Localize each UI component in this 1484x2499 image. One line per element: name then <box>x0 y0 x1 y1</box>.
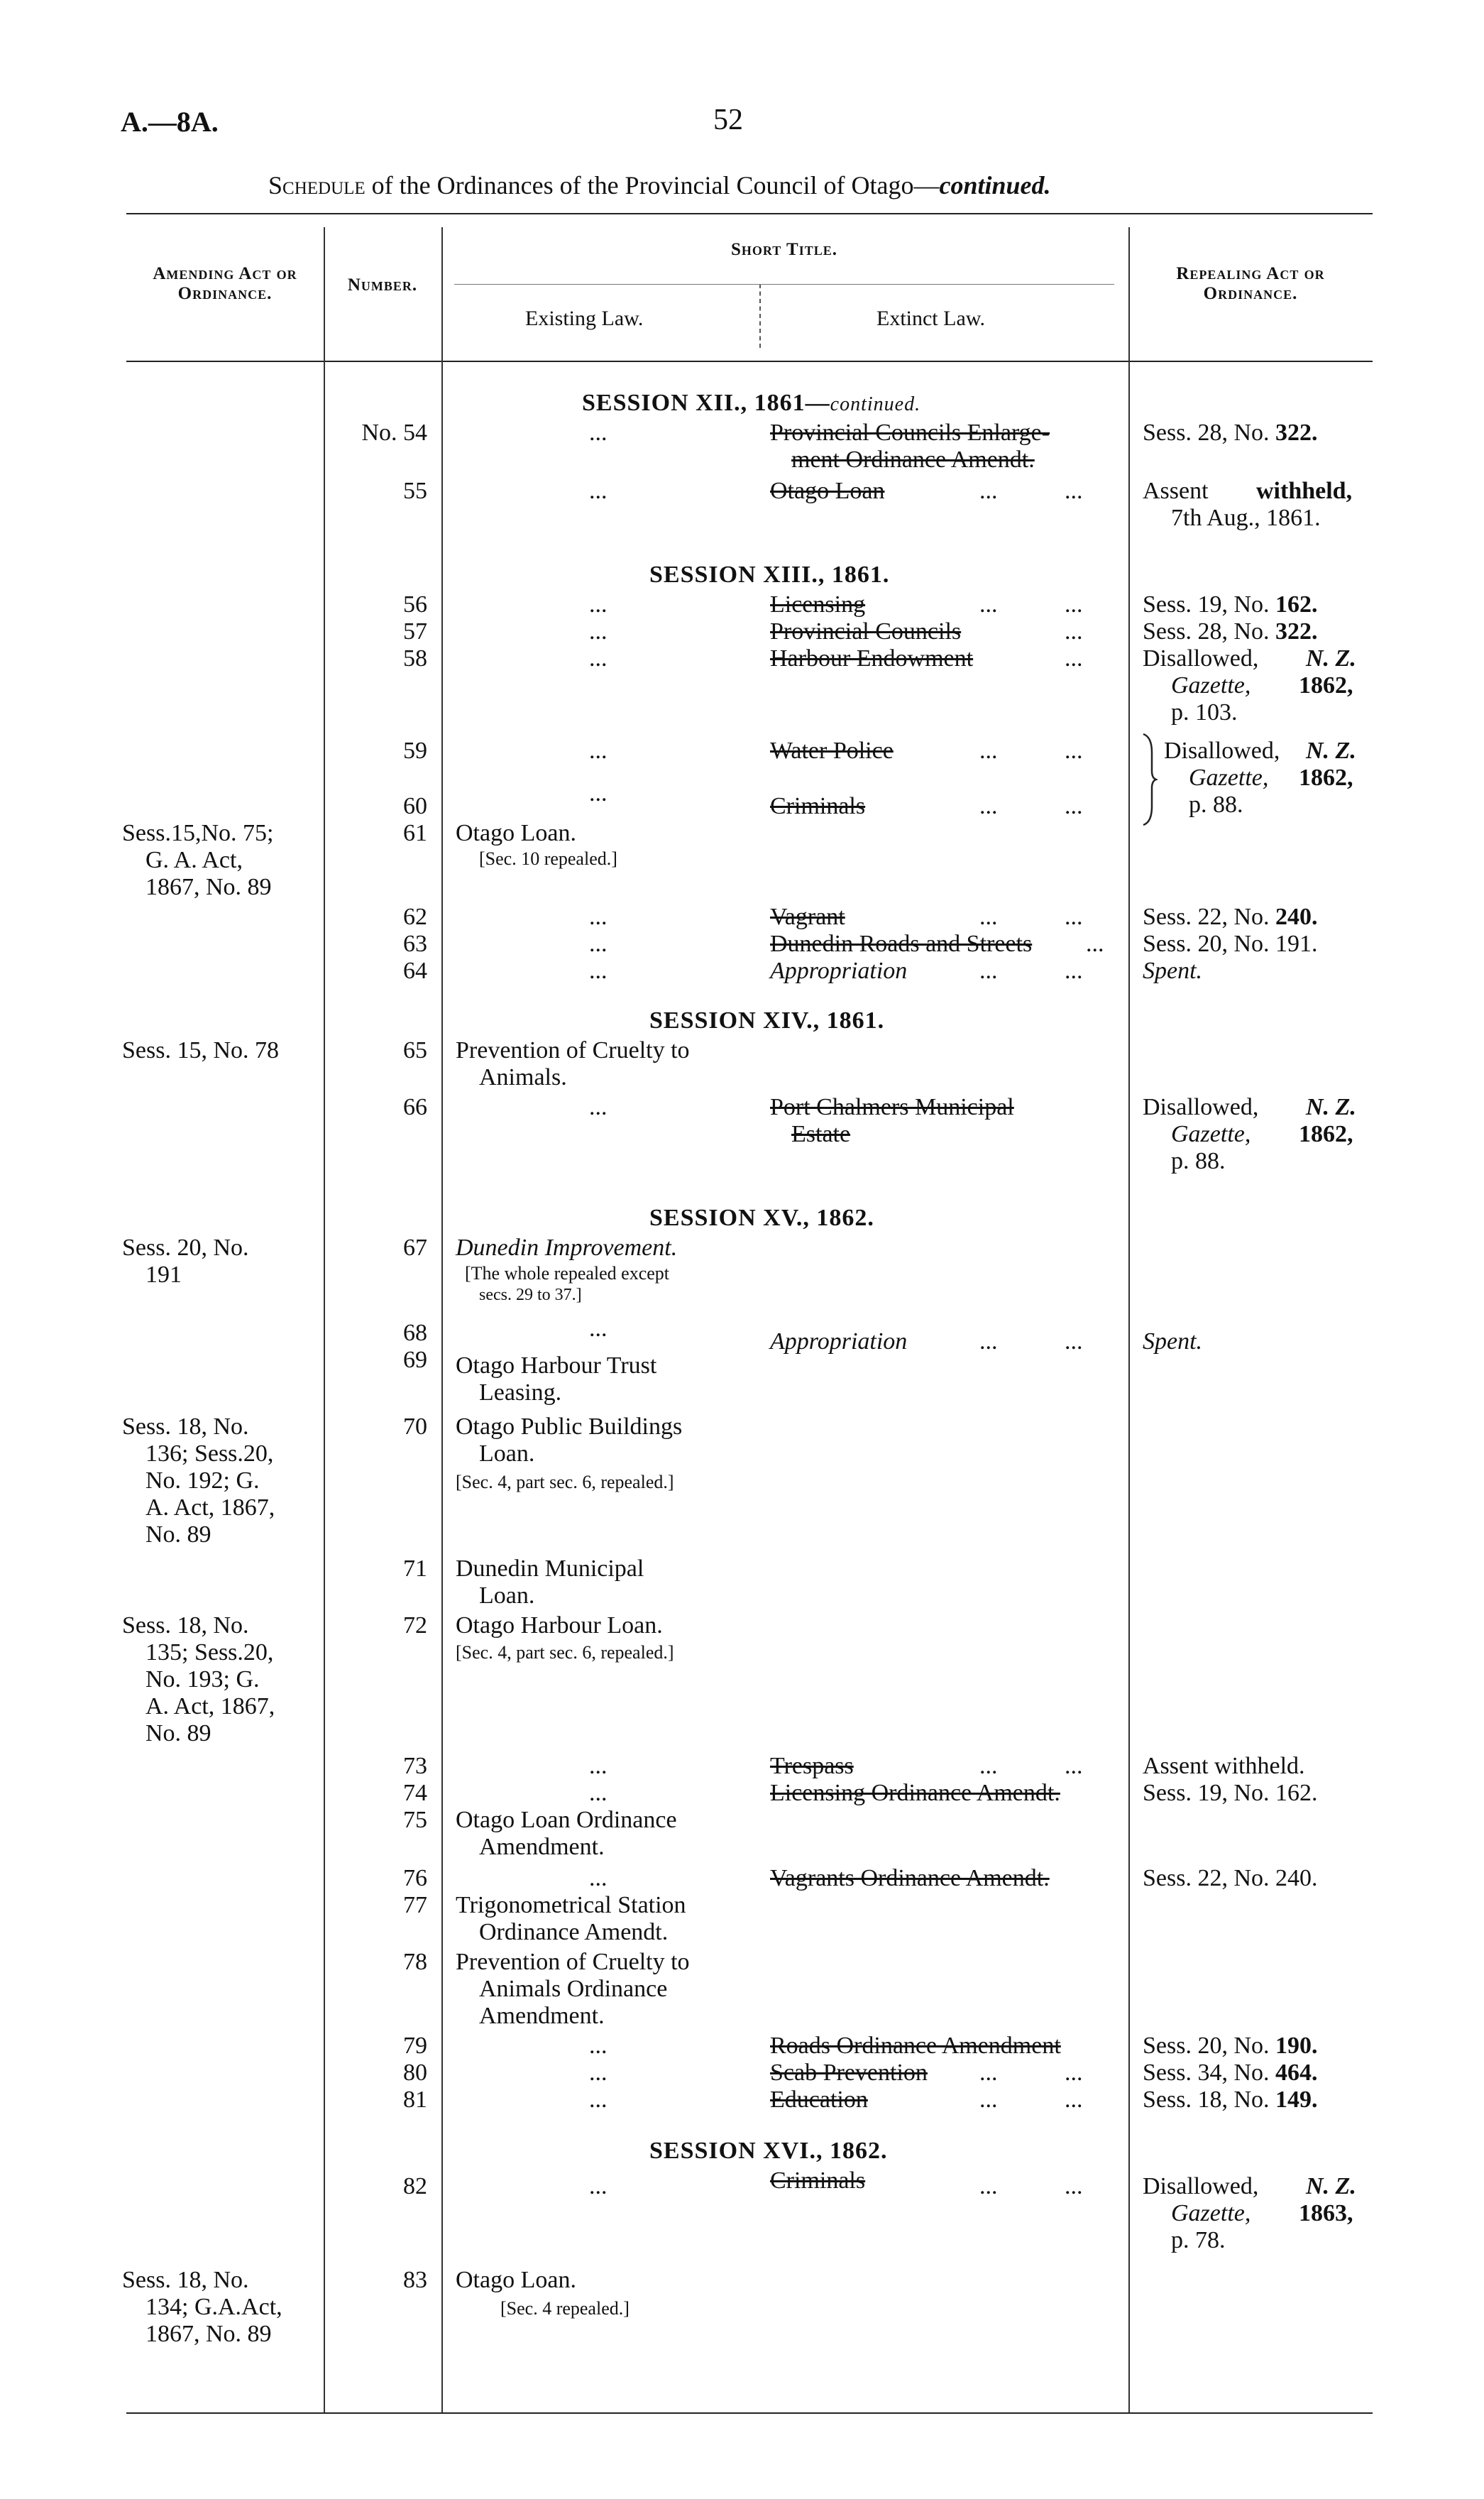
existing-law: Otago Harbour Loan. <box>456 1612 663 1639</box>
extinct-law: Trespass <box>770 1753 854 1779</box>
amending-act: A. Act, 1867, <box>145 1693 275 1719</box>
leader-dots: ... <box>979 2060 998 2086</box>
extinct-law: Harbour Endowment <box>770 645 974 672</box>
extinct-law: Licensing Ordinance Amendt. <box>770 1780 1060 1806</box>
repealing-act: Sess. 28, No. 322. <box>1143 618 1318 645</box>
leader-dots: ... <box>1086 931 1104 957</box>
repealing-act: Gazette, <box>1171 2200 1251 2226</box>
existing-law: Animals Ordinance <box>479 1976 668 2002</box>
leader-dots: ... <box>1065 2173 1083 2199</box>
table-top-rule <box>126 213 1373 214</box>
existing-law: ... <box>589 1094 608 1120</box>
amending-act: No. 192; G. <box>145 1467 260 1494</box>
ordinance-number: 68 <box>403 1320 427 1346</box>
existing-law: ... <box>589 2173 608 2199</box>
existing-law-note: [Sec. 4, part sec. 6, repealed.] <box>456 1642 674 1663</box>
existing-law: Otago Loan. <box>456 820 576 846</box>
repealing-act: Sess. 22, No. 240. <box>1143 1865 1318 1891</box>
document-reference: A.—8A. <box>121 106 219 138</box>
ordinance-number: 64 <box>403 958 427 984</box>
ordinance-number: 79 <box>403 2033 427 2059</box>
existing-law: Otago Public Buildings <box>456 1413 683 1440</box>
existing-law: ... <box>589 478 608 504</box>
table-header-rule <box>126 361 1373 362</box>
column-header-amending: Amending Act or Ordinance. <box>153 264 297 303</box>
amending-act: No. 89 <box>145 1521 211 1548</box>
existing-law: ... <box>589 958 608 984</box>
repealing-act: N. Z. <box>1306 2173 1356 2199</box>
repealing-act: Gazette, <box>1189 765 1269 791</box>
repealing-act: 1862, <box>1299 1121 1353 1147</box>
repealing-act: N. Z. <box>1306 738 1356 764</box>
existing-law: ... <box>589 1865 608 1891</box>
leader-dots: ... <box>979 738 998 764</box>
repealing-act: p. 88. <box>1189 792 1243 818</box>
existing-law: ... <box>589 2060 608 2086</box>
repealing-act: Sess. 20, No. 190. <box>1143 2033 1318 2059</box>
session-heading-xv: SESSION XV., 1862. <box>649 1205 874 1231</box>
existing-law: ... <box>589 2033 608 2059</box>
column-divider-short-title <box>759 284 761 348</box>
ordinance-number: 57 <box>403 618 427 645</box>
leader-dots: ... <box>1065 2087 1083 2113</box>
amending-act: No. 193; G. <box>145 1666 260 1693</box>
leader-dots: ... <box>1065 478 1083 504</box>
existing-law: Otago Harbour Trust <box>456 1352 657 1379</box>
leader-dots: ... <box>979 2173 998 2199</box>
ordinance-number: 76 <box>403 1865 427 1891</box>
ordinance-number: 56 <box>403 591 427 618</box>
ordinance-number: 83 <box>403 2267 427 2293</box>
existing-law: ... <box>589 1753 608 1779</box>
existing-law: Animals. <box>479 1064 567 1090</box>
repealing-act: Spent. <box>1143 958 1203 984</box>
amending-act: 1867, No. 89 <box>145 874 272 900</box>
existing-law: ... <box>589 904 608 930</box>
ordinance-number: 69 <box>403 1347 427 1373</box>
extinct-law: Port Chalmers Municipal <box>770 1094 1014 1120</box>
existing-law: Dunedin Improvement. <box>456 1235 678 1261</box>
existing-law: ... <box>589 2087 608 2113</box>
existing-law: ... <box>589 420 608 446</box>
column-header-repealing: Repealing Act or Ordinance. <box>1176 264 1325 303</box>
ordinance-number: 63 <box>403 931 427 957</box>
leader-dots: ... <box>1065 1753 1083 1779</box>
ordinance-number: 81 <box>403 2087 427 2113</box>
repealing-act: Assent withheld. <box>1143 1753 1305 1779</box>
leader-dots: ... <box>979 958 998 984</box>
existing-law: Amendment. <box>479 1834 605 1860</box>
existing-law: Amendment. <box>479 2003 605 2029</box>
repealing-act: Sess. 34, No. 464. <box>1143 2060 1318 2086</box>
ordinance-number: 61 <box>403 820 427 846</box>
extinct-law: Appropriation <box>770 1328 908 1355</box>
amending-act: 135; Sess.20, <box>145 1639 274 1666</box>
ordinance-number: 55 <box>403 478 427 504</box>
repealing-act: Sess. 19, No. 162. <box>1143 591 1318 618</box>
ordinance-number: 75 <box>403 1807 427 1833</box>
repealing-act: 1862, <box>1299 765 1353 791</box>
session-heading-xiii: SESSION XIII., 1861. <box>649 562 890 588</box>
column-header-extinct: Extinct Law. <box>876 307 986 330</box>
ordinance-number: 72 <box>403 1612 427 1639</box>
extinct-law: Appropriation <box>770 958 908 984</box>
short-title-subrule <box>454 284 1114 285</box>
repealing-act: 1863, <box>1299 2200 1353 2226</box>
leader-dots: ... <box>1065 2060 1083 2086</box>
existing-law: ... <box>589 931 608 957</box>
title-body: of the Ordinances of the Provincial Council of Otago— <box>365 171 940 199</box>
repealing-act: Disallowed, <box>1143 2173 1259 2199</box>
repealing-act: Sess. 18, No. 149. <box>1143 2087 1318 2113</box>
extinct-law: Water Police <box>770 738 894 764</box>
existing-law: Trigonometrical Station <box>456 1892 686 1918</box>
page-number: 52 <box>713 104 743 136</box>
title-continued: continued. <box>939 171 1051 199</box>
session-xii-continued: continued. <box>830 393 921 415</box>
ordinance-number: 77 <box>403 1892 427 1918</box>
repealing-act: Sess. 22, No. 240. <box>1143 904 1318 930</box>
repealing-act: Disallowed, <box>1143 1094 1259 1120</box>
column-divider-number <box>441 227 443 2412</box>
repealing-act: N. Z. <box>1306 645 1356 672</box>
existing-law: ... <box>589 780 608 806</box>
existing-law: ... <box>589 591 608 618</box>
repealing-act: Sess. 20, No. 191. <box>1143 931 1318 957</box>
repealing-act: p. 88. <box>1171 1148 1226 1174</box>
existing-law: ... <box>589 1780 608 1806</box>
existing-law: Ordinance Amendt. <box>479 1919 669 1945</box>
ordinance-number: 74 <box>403 1780 427 1806</box>
existing-law: ... <box>589 645 608 672</box>
existing-law: Prevention of Cruelty to <box>456 1037 690 1063</box>
amending-act: 136; Sess.20, <box>145 1440 274 1467</box>
extinct-law: Estate <box>791 1121 851 1147</box>
ordinance-number: 66 <box>403 1094 427 1120</box>
existing-law: ... <box>589 1316 608 1342</box>
ordinance-number: 78 <box>403 1949 427 1975</box>
column-header-number: Number. <box>347 275 418 295</box>
amending-act: Sess. 18, No. <box>122 1413 249 1440</box>
leader-dots: ... <box>1065 1328 1083 1355</box>
extinct-law: Roads Ordinance Amendment <box>770 2033 1061 2059</box>
existing-law-note: [Sec. 4, part sec. 6, repealed.] <box>456 1472 674 1492</box>
amending-act: G. A. Act, <box>145 847 243 873</box>
extinct-law: Dunedin Roads and Streets <box>770 931 1033 957</box>
schedule-title <box>268 170 1051 200</box>
extinct-law: Education <box>770 2087 868 2113</box>
session-heading-xiv: SESSION XIV., 1861. <box>649 1007 885 1034</box>
amending-act: 1867, No. 89 <box>145 2321 272 2347</box>
amending-act: Sess. 15, No. 78 <box>122 1037 280 1063</box>
repealing-act: withheld, <box>1256 478 1353 504</box>
ordinance-number: 73 <box>403 1753 427 1779</box>
ordinance-number: No. 54 <box>361 420 427 446</box>
amending-act: No. 89 <box>145 1720 211 1746</box>
amending-act: Sess. 18, No. <box>122 2267 249 2293</box>
extinct-law: Vagrants Ordinance Amendt. <box>770 1865 1050 1891</box>
repealing-act: 7th Aug., 1861. <box>1171 505 1321 531</box>
leader-dots: ... <box>979 793 998 819</box>
title-lead: Schedule <box>268 171 365 199</box>
ordinance-number: 62 <box>403 904 427 930</box>
existing-law: Dunedin Municipal <box>456 1555 644 1582</box>
leader-dots: ... <box>979 478 998 504</box>
existing-law: ... <box>589 738 608 764</box>
repealing-act: Gazette, <box>1171 672 1251 699</box>
column-header-short-title: Short Title. <box>730 240 838 259</box>
repealing-act: p. 78. <box>1171 2227 1226 2253</box>
repealing-act: 1862, <box>1299 672 1353 699</box>
ordinance-number: 82 <box>403 2173 427 2199</box>
extinct-law: Criminals <box>770 793 866 819</box>
session-xii-label: SESSION XII., 1861— <box>582 390 830 416</box>
repealing-act: Spent. <box>1143 1328 1203 1355</box>
existing-law-note: [Sec. 4 repealed.] <box>500 2298 630 2319</box>
existing-law-note: [Sec. 10 repealed.] <box>479 848 617 869</box>
repealing-act: Disallowed, <box>1164 738 1280 764</box>
repealing-act: Sess. 28, No. 322. <box>1143 420 1318 446</box>
extinct-law: Otago Loan <box>770 478 885 504</box>
extinct-law: ment Ordinance Amendt. <box>791 447 1035 473</box>
ordinance-number: 70 <box>403 1413 427 1440</box>
brace-icon <box>1139 731 1158 828</box>
existing-law-note: secs. 29 to 37.] <box>479 1286 582 1304</box>
repealing-act: Assent <box>1143 478 1209 504</box>
repealing-act: Sess. 19, No. 162. <box>1143 1780 1318 1806</box>
existing-law: ... <box>589 618 608 645</box>
repealing-act: p. 103. <box>1171 699 1238 726</box>
leader-dots: ... <box>1065 793 1083 819</box>
leader-dots: ... <box>979 904 998 930</box>
leader-dots: ... <box>979 2087 998 2113</box>
extinct-law: Scab Prevention <box>770 2060 928 2086</box>
leader-dots: ... <box>1065 958 1083 984</box>
existing-law: Otago Loan Ordinance <box>456 1807 677 1833</box>
leader-dots: ... <box>979 1753 998 1779</box>
leader-dots: ... <box>1065 645 1083 672</box>
existing-law: Prevention of Cruelty to <box>456 1949 690 1975</box>
extinct-law: Provincial Councils Enlarge- <box>770 420 1050 446</box>
existing-law: Loan. <box>479 1440 535 1467</box>
repealing-act: N. Z. <box>1306 1094 1356 1120</box>
leader-dots: ... <box>1065 618 1083 645</box>
ordinance-number: 59 <box>403 738 427 764</box>
session-heading-xii <box>582 389 920 419</box>
extinct-law: Vagrant <box>770 904 845 930</box>
amending-act: 191 <box>145 1262 182 1288</box>
ordinance-number: 58 <box>403 645 427 672</box>
amending-act: Sess.15,No. 75; <box>122 820 274 846</box>
leader-dots: ... <box>1065 904 1083 930</box>
leader-dots: ... <box>1065 591 1083 618</box>
column-header-existing: Existing Law. <box>525 307 644 330</box>
repealing-act: Gazette, <box>1171 1121 1251 1147</box>
amending-act: 134; G.A.Act, <box>145 2294 282 2320</box>
table-bottom-rule <box>126 2412 1373 2414</box>
amending-act: Sess. 18, No. <box>122 1612 249 1639</box>
leader-dots: ... <box>979 591 998 618</box>
ordinance-number: 60 <box>403 793 427 819</box>
existing-law-note: [The whole repealed except <box>465 1263 670 1284</box>
session-heading-xvi: SESSION XVI., 1862. <box>649 2138 888 2164</box>
ordinance-number: 71 <box>403 1555 427 1582</box>
amending-act: A. Act, 1867, <box>145 1494 275 1521</box>
ordinance-number: 80 <box>403 2060 427 2086</box>
extinct-law: Provincial Councils <box>770 618 962 645</box>
leader-dots: ... <box>979 1328 998 1355</box>
leader-dots: ... <box>1065 738 1083 764</box>
existing-law: Otago Loan. <box>456 2267 576 2293</box>
ordinance-number: 65 <box>403 1037 427 1063</box>
existing-law: Loan. <box>479 1582 535 1609</box>
extinct-law: Licensing <box>770 591 866 618</box>
amending-act: Sess. 20, No. <box>122 1235 249 1261</box>
existing-law: Leasing. <box>479 1379 562 1406</box>
column-divider-repealing <box>1128 227 1130 2412</box>
ordinance-number: 67 <box>403 1235 427 1261</box>
repealing-act: Disallowed, <box>1143 645 1259 672</box>
extinct-law: Criminals <box>770 2167 866 2194</box>
